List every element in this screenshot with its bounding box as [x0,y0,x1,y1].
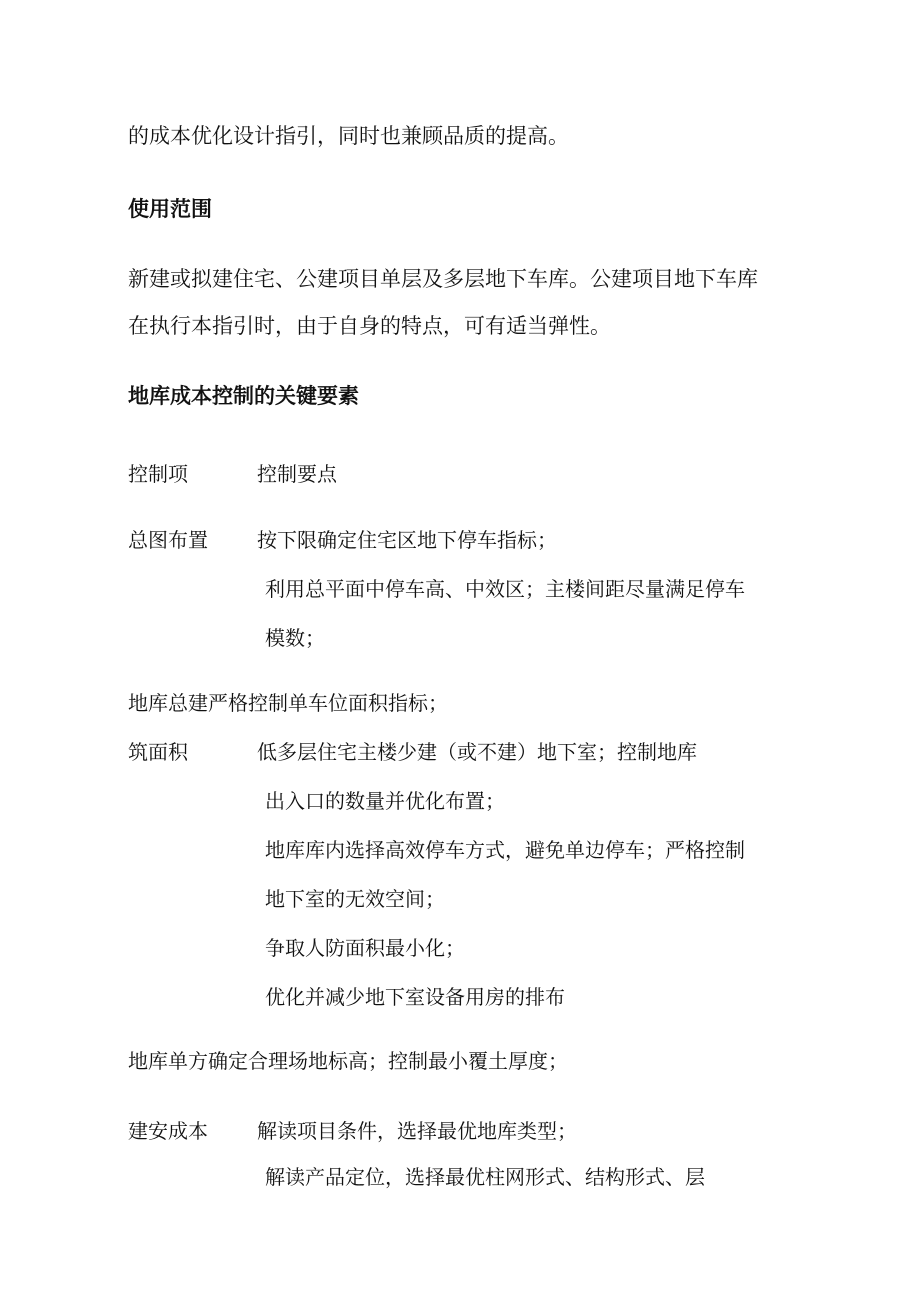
row-point: 优化并减少地下室设备用房的排布 [265,985,565,1009]
row-point: 地下室的无效空间； [265,887,445,911]
row-item-unit-cost: 地库单方确定合理场地标高；控制最小覆土厚度； [128,1049,568,1073]
row-item-area-cont: 筑面积 [128,740,188,764]
row-item-layout: 总图布置 [128,528,208,552]
row-point: 利用总平面中停车高、中效区；主楼间距尽量满足停车 [265,577,745,601]
row-point: 解读项目条件，选择最优地库类型； [257,1119,577,1143]
row-point: 模数； [265,626,325,650]
intro-tail-text: 的成本优化设计指引，同时也兼顾品质的提高。 [128,124,569,148]
row-item-construction-cost: 建安成本 [128,1119,208,1143]
row-point: 解读产品定位，选择最优柱网形式、结构形式、层 [265,1165,705,1189]
row-point: 地库库内选择高效停车方式，避免单边停车；严格控制 [265,838,745,862]
key-factors-heading: 地库成本控制的关键要素 [128,384,359,408]
row-point: 低多层住宅主楼少建（或不建）地下室；控制地库 [257,740,697,764]
scope-line: 新建或拟建住宅、公建项目单层及多层地下车库。公建项目地下车库 [128,267,758,291]
scope-line: 在执行本指引时，由于自身的特点，可有适当弹性。 [128,314,611,338]
table-header-item: 控制项 [128,462,188,486]
row-point: 争取人防面积最小化； [265,936,465,960]
row-point: 按下限确定住宅区地下停车指标； [257,528,557,552]
scope-heading: 使用范围 [128,197,212,221]
row-point: 出入口的数量并优化布置； [265,789,505,813]
table-header-points: 控制要点 [257,462,337,486]
row-item-area: 地库总建严格控制单车位面积指标； [128,691,448,715]
